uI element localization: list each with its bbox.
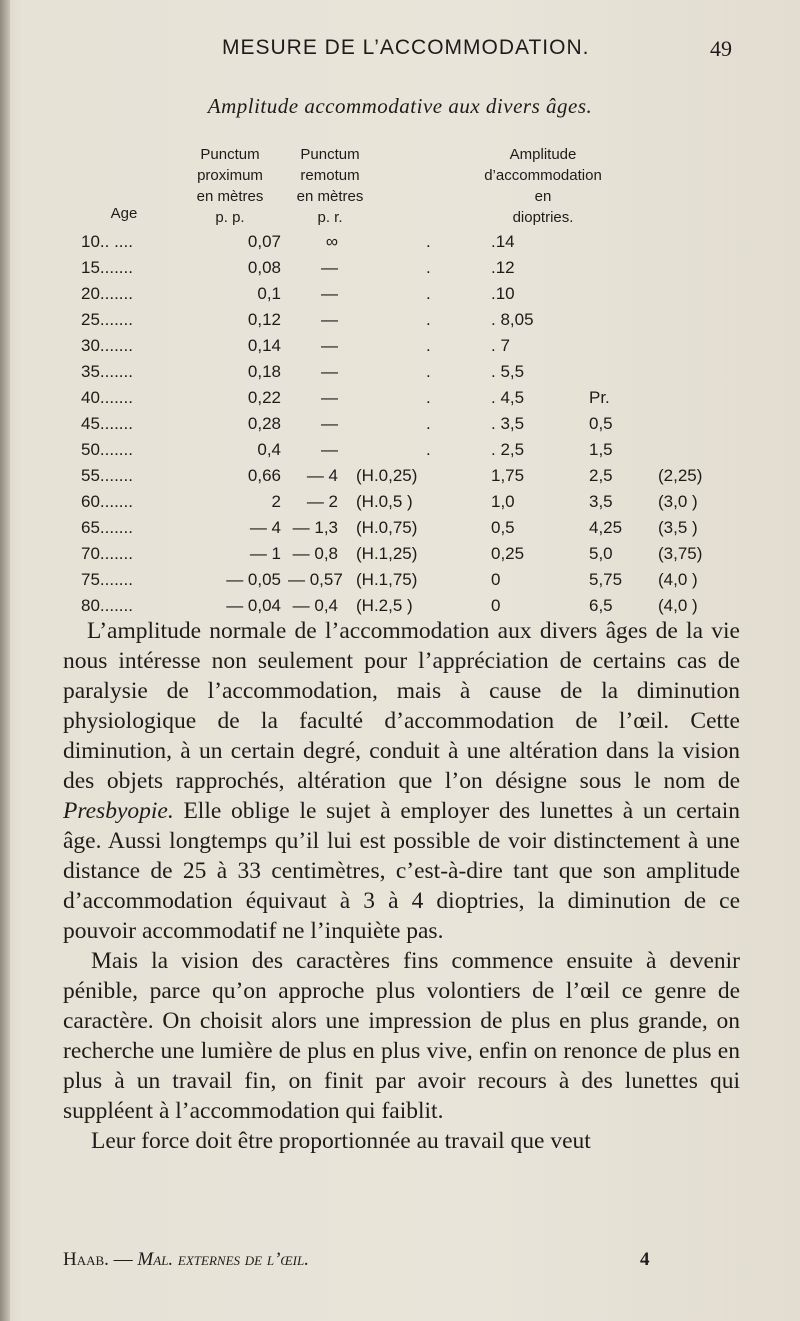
header-pp-line: Punctum: [200, 146, 260, 163]
header-age: [104, 203, 144, 224]
table-row: [0, 492, 800, 518]
cell-punctum-remotum: — 2: [306, 492, 338, 511]
paragraph-text: L’amplitude normale de l’accommodation aux divers âges de la vie nous intéresse non seulement pour l’appréciation de certains cas de paralysie de l’accommodation, mais à cause de la diminution physiologique de la faculté d’accommodation de l’œil. Cette diminution, à un certain degré, conduit à une altération dans la vision des objets rapprochés, altération que l’on désigne sous le nom de: [63, 618, 740, 794]
cell-leader-dot: .: [426, 284, 431, 303]
cell-punctum-remotum: — 0,4: [292, 596, 338, 615]
page-footer: [0, 1249, 800, 1277]
cell-leader-dot: .: [426, 362, 431, 381]
cell-pr-paren: (4,0 ): [658, 570, 698, 589]
cell-leader-dot: .: [426, 310, 431, 329]
cell-pr: 1,5: [589, 440, 613, 459]
cell-amplitude: .10: [491, 284, 515, 303]
cell-punctum-proximum: 0,4: [257, 440, 281, 459]
cell-age: 50.......: [81, 440, 133, 459]
cell-punctum-proximum: 0,07: [247, 232, 281, 251]
cell-punctum-remotum: — 0,8: [292, 544, 338, 563]
cell-pr: 4,25: [589, 518, 623, 537]
cell-amplitude: . 7: [491, 336, 510, 355]
table-row: [0, 310, 800, 336]
cell-age: 35.......: [81, 362, 133, 381]
table-row: [0, 336, 800, 362]
cell-pr-paren: (4,0 ): [658, 596, 698, 615]
table-row: [0, 570, 800, 596]
cell-punctum-remotum: —: [321, 258, 338, 277]
cell-age: 80.......: [81, 596, 133, 615]
header-pp-line: p. p.: [215, 209, 245, 226]
table-row: [0, 466, 800, 492]
cell-age: 15.......: [81, 258, 133, 277]
cell-punctum-proximum: 0,14: [247, 336, 281, 355]
cell-age: 40.......: [81, 388, 133, 407]
cell-punctum-proximum: 0,28: [247, 414, 281, 433]
cell-punctum-remotum: —: [321, 388, 338, 407]
cell-leader-dot: .: [426, 336, 431, 355]
cell-pr-paren: (3,0 ): [658, 492, 698, 511]
cell-age: 25.......: [81, 310, 133, 329]
cell-age: 55.......: [81, 466, 133, 485]
cell-punctum-proximum: 0,08: [247, 258, 281, 277]
cell-age: 70.......: [81, 544, 133, 563]
cell-leader-dot: .: [426, 440, 431, 459]
cell-pr: 2,5: [589, 466, 613, 485]
cell-amplitude: 0: [491, 596, 501, 615]
header-amp-line: d’accommodation: [484, 167, 602, 184]
cell-amplitude: .14: [491, 232, 515, 251]
running-head: [0, 36, 800, 66]
page-number: 49: [710, 36, 732, 61]
table-row: [0, 362, 800, 388]
table-row: [0, 388, 800, 414]
cell-leader-dot: .: [426, 232, 431, 251]
cell-punctum-remotum: —: [321, 336, 338, 355]
header-pp-line: en mètres: [196, 188, 264, 205]
cell-punctum-proximum: 0,22: [247, 388, 281, 407]
cell-punctum-proximum: 2: [271, 492, 281, 511]
cell-punctum-remotum: — 1,3: [292, 518, 338, 537]
table-row: [0, 518, 800, 544]
footer-dash: —: [113, 1249, 133, 1270]
cell-hypermetropia: (H.1,25): [356, 544, 418, 563]
header-punctum-proximum: [178, 144, 282, 228]
running-head-title: MESURE DE L’ACCOMMODATION.: [222, 36, 590, 59]
cell-punctum-remotum: ∞: [325, 232, 338, 251]
header-punctum-remotum: [280, 144, 380, 228]
cell-pr: 3,5: [589, 492, 613, 511]
cell-age: 65.......: [81, 518, 133, 537]
cell-punctum-proximum: — 0,04: [226, 596, 281, 615]
cell-age: 20.......: [81, 284, 133, 303]
cell-pr: 0,5: [589, 414, 613, 433]
cell-punctum-remotum: — 0,57: [288, 570, 343, 589]
footer-book-title: Mal. externes de l’œil.: [137, 1249, 309, 1270]
table-row: [0, 414, 800, 440]
header-pr-line: remotum: [300, 167, 360, 184]
paragraph-text: Elle oblige le sujet à employer des lunettes à un certain âge. Aussi longtemps qu’il lui est possible de voir distinctement à une distance de 25 à 33 centimètres, c’est-à-dire tant que son amplitude d’accommodation équivaut à 3 à 4 dioptries, la diminution de ce pouvoir accommodatif ne l’inquiète pas.: [63, 798, 740, 944]
cell-punctum-remotum: —: [321, 414, 338, 433]
cell-punctum-remotum: —: [321, 310, 338, 329]
cell-age: 60.......: [81, 492, 133, 511]
cell-age: 75.......: [81, 570, 133, 589]
cell-pr-paren: (3,5 ): [658, 518, 698, 537]
header-age-label: Age: [110, 205, 138, 222]
cell-leader-dot: .: [426, 414, 431, 433]
cell-hypermetropia: (H.1,75): [356, 570, 418, 589]
cell-amplitude: . 2,5: [491, 440, 525, 459]
cell-pr: 6,5: [589, 596, 613, 615]
cell-pr-paren: (2,25): [658, 466, 703, 485]
header-pr-line: p. r.: [317, 209, 343, 226]
cell-leader-dot: .: [426, 258, 431, 277]
cell-hypermetropia: (H.0,5 ): [356, 492, 413, 511]
header-pr-line: Punctum: [300, 146, 360, 163]
cell-amplitude: 1,75: [491, 466, 525, 485]
header-amp-line: en: [534, 188, 552, 205]
cell-punctum-proximum: — 0,05: [226, 570, 281, 589]
cell-punctum-proximum: 0,18: [247, 362, 281, 381]
cell-pr: 5,0: [589, 544, 613, 563]
footer-author: [63, 1249, 309, 1271]
cell-amplitude: 0,25: [491, 544, 525, 563]
cell-punctum-remotum: —: [321, 362, 338, 381]
cell-age: 45.......: [81, 414, 133, 433]
header-pp-line: proximum: [197, 167, 263, 184]
header-amp-line: dioptries.: [512, 209, 574, 226]
table-row: [0, 440, 800, 466]
table-row: [0, 284, 800, 310]
cell-pr: Pr.: [589, 388, 610, 407]
cell-age: 10.. ....: [81, 232, 133, 251]
cell-amplitude: 1,0: [491, 492, 515, 511]
header-amplitude: [463, 144, 623, 228]
paragraph: [63, 616, 740, 946]
cell-punctum-remotum: — 4: [306, 466, 338, 485]
cell-amplitude: .12: [491, 258, 515, 277]
body-text: [63, 616, 740, 1156]
paragraph: Leur force doit être proportionnée au travail que veut: [91, 1128, 591, 1154]
cell-amplitude: . 3,5: [491, 414, 525, 433]
header-pr-line: en mètres: [296, 188, 364, 205]
cell-amplitude: . 8,05: [491, 310, 534, 329]
cell-punctum-proximum: — 1: [249, 544, 281, 563]
table-row: [0, 596, 800, 622]
paragraph: Mais la vision des caractères fins commence ensuite à devenir pénible, parce qu’on approche plus volontiers de l’œil ce genre de caractère. On choisit alors une impression de plus en plus grande, on recherche une lumière de plus en plus vive, enfin on renonce de plus en plus à un travail fin, on finit par avoir recours à des lunettes qui suppléent à l’accommodation qui faiblit.: [63, 948, 740, 1124]
cell-punctum-proximum: 0,1: [257, 284, 281, 303]
cell-punctum-proximum: 0,66: [247, 466, 281, 485]
cell-hypermetropia: (H.0,75): [356, 518, 418, 537]
cell-punctum-remotum: —: [321, 284, 338, 303]
cell-punctum-proximum: 0,12: [247, 310, 281, 329]
page-binding-edge: [0, 0, 10, 1321]
cell-amplitude: . 4,5: [491, 388, 525, 407]
cell-amplitude: 0: [491, 570, 501, 589]
cell-amplitude: 0,5: [491, 518, 515, 537]
cell-hypermetropia: (H.2,5 ): [356, 596, 413, 615]
cell-pr: 5,75: [589, 570, 623, 589]
cell-pr-paren: (3,75): [658, 544, 703, 563]
header-amp-line: Amplitude: [509, 146, 577, 163]
table-row: [0, 258, 800, 284]
table-row: [0, 232, 800, 258]
cell-amplitude: . 5,5: [491, 362, 525, 381]
signature-mark: 4: [640, 1249, 650, 1270]
cell-punctum-proximum: — 4: [249, 518, 281, 537]
cell-age: 30.......: [81, 336, 133, 355]
table-title: Amplitude accommodative aux divers âges.: [207, 94, 593, 118]
table-row: [0, 544, 800, 570]
cell-hypermetropia: (H.0,25): [356, 466, 418, 485]
footer-author-name: Haab.: [63, 1249, 109, 1270]
term-presbyopie: Presbyopie.: [63, 798, 174, 824]
cell-leader-dot: .: [426, 388, 431, 407]
cell-punctum-remotum: —: [321, 440, 338, 459]
